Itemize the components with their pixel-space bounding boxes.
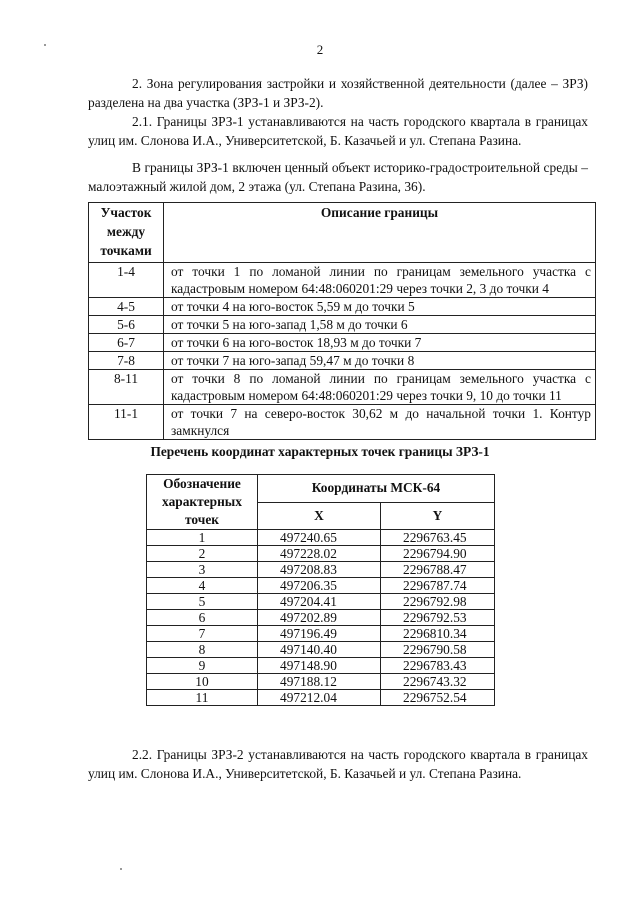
point-number: 10 bbox=[147, 674, 258, 690]
table-row bbox=[147, 626, 495, 642]
coord-x: 497212.04 bbox=[258, 690, 381, 706]
coord-x: 497228.02 bbox=[258, 546, 381, 562]
table-row bbox=[147, 594, 495, 610]
table-row bbox=[147, 690, 495, 706]
coord-y: 2296792.53 bbox=[381, 610, 495, 626]
paragraph-zrz1-bounds: 2.1. Границы ЗРЗ-1 устанавливаются на часть городского квартала в границах улиц им. Слонова И.А., Университетской, Б. Казачьей и ул. Степана Разина. bbox=[88, 114, 588, 148]
segment-cell: 5-6 bbox=[89, 316, 164, 334]
paragraph-zrz1-object: В границы ЗРЗ-1 включен ценный объект историко-градостроительной среды – малоэтажный жилой дом, 2 этажа (ул. Степана Разина, 36). bbox=[88, 160, 588, 194]
coord-y: 2296763.45 bbox=[381, 530, 495, 546]
description-cell: от точки 7 на юго-запад 59,47 м до точки 8 bbox=[164, 352, 596, 370]
coord-table-header bbox=[147, 475, 495, 503]
point-number: 3 bbox=[147, 562, 258, 578]
paragraph-zrz2-bounds: 2.2. Границы ЗРЗ-2 устанавливаются на часть городского квартала в границах улиц им. Слонова И.А., Университетской, Б. Казачьей и ул. Степана Разина. bbox=[88, 747, 588, 781]
coord-y: 2296752.54 bbox=[381, 690, 495, 706]
table-row bbox=[147, 546, 495, 562]
description-cell: от точки 8 по ломаной линии по границам земельного участка с кадастровым номером 64:48:060201:29 через точки 9, 10 до точки 11 bbox=[164, 370, 596, 405]
table-row bbox=[147, 578, 495, 594]
description-cell: от точки 1 по ломаной линии по границам земельного участка с кадастровым номером 64:48:060201:29 через точки 2, 3 до точки 4 bbox=[164, 263, 596, 298]
table-row bbox=[147, 530, 495, 546]
point-number: 4 bbox=[147, 578, 258, 594]
table-row bbox=[147, 610, 495, 626]
table-row bbox=[89, 334, 596, 352]
table-row bbox=[89, 263, 596, 298]
coord-table bbox=[146, 474, 495, 706]
description-cell: от точки 6 на юго-восток 18,93 м до точки 7 bbox=[164, 334, 596, 352]
point-number: 1 bbox=[147, 530, 258, 546]
coord-y: 2296790.58 bbox=[381, 642, 495, 658]
point-number: 7 bbox=[147, 626, 258, 642]
coord-table-title: Перечень координат характерных точек границы ЗРЗ-1 bbox=[150, 444, 490, 459]
table-row bbox=[89, 352, 596, 370]
point-number: 2 bbox=[147, 546, 258, 562]
coord-y: 2296792.98 bbox=[381, 594, 495, 610]
segment-cell: 11-1 bbox=[89, 405, 164, 440]
scan-speck bbox=[120, 868, 122, 870]
paragraph-zone-intro: 2. Зона регулирования застройки и хозяйственной деятельности (далее – ЗРЗ) разделена на два участка (ЗРЗ-1 и ЗРЗ-2). bbox=[88, 76, 588, 110]
point-number: 9 bbox=[147, 658, 258, 674]
table-row bbox=[89, 405, 596, 440]
coord-x: 497208.83 bbox=[258, 562, 381, 578]
segment-cell: 7-8 bbox=[89, 352, 164, 370]
coord-x: 497148.90 bbox=[258, 658, 381, 674]
header-description: Описание границы bbox=[164, 203, 596, 263]
table-row bbox=[89, 370, 596, 405]
coord-x: 497202.89 bbox=[258, 610, 381, 626]
table-row bbox=[89, 298, 596, 316]
table-row bbox=[147, 562, 495, 578]
coord-x: 497188.12 bbox=[258, 674, 381, 690]
coord-y: 2296787.74 bbox=[381, 578, 495, 594]
table-row bbox=[89, 316, 596, 334]
segment-cell: 8-11 bbox=[89, 370, 164, 405]
point-number: 11 bbox=[147, 690, 258, 706]
point-number: 8 bbox=[147, 642, 258, 658]
boundary-table bbox=[88, 202, 596, 440]
description-cell: от точки 5 на юго-запад 1,58 м до точки 6 bbox=[164, 316, 596, 334]
table-row bbox=[147, 674, 495, 690]
point-number: 5 bbox=[147, 594, 258, 610]
coord-y: 2296788.47 bbox=[381, 562, 495, 578]
coord-y: 2296783.43 bbox=[381, 658, 495, 674]
coord-y: 2296794.90 bbox=[381, 546, 495, 562]
point-number: 6 bbox=[147, 610, 258, 626]
header-x: X bbox=[258, 502, 381, 530]
coord-y: 2296743.32 bbox=[381, 674, 495, 690]
segment-cell: 1-4 bbox=[89, 263, 164, 298]
coord-y: 2296810.34 bbox=[381, 626, 495, 642]
header-coords: Координаты МСК-64 bbox=[258, 475, 495, 503]
description-cell: от точки 7 на северо-восток 30,62 м до начальной точки 1. Контур замкнулся bbox=[164, 405, 596, 440]
scan-speck bbox=[44, 44, 46, 46]
header-segment: Участок между точками bbox=[89, 203, 164, 263]
page-number: 2 bbox=[316, 42, 324, 57]
coord-x: 497140.40 bbox=[258, 642, 381, 658]
segment-cell: 4-5 bbox=[89, 298, 164, 316]
boundary-table-header bbox=[89, 203, 596, 263]
header-point-name: Обозначение характерных точек bbox=[147, 475, 258, 530]
coord-x: 497196.49 bbox=[258, 626, 381, 642]
table-row bbox=[147, 642, 495, 658]
header-y: Y bbox=[381, 502, 495, 530]
coord-x: 497240.65 bbox=[258, 530, 381, 546]
table-row bbox=[147, 658, 495, 674]
description-cell: от точки 4 на юго-восток 5,59 м до точки 5 bbox=[164, 298, 596, 316]
coord-x: 497206.35 bbox=[258, 578, 381, 594]
segment-cell: 6-7 bbox=[89, 334, 164, 352]
coord-x: 497204.41 bbox=[258, 594, 381, 610]
